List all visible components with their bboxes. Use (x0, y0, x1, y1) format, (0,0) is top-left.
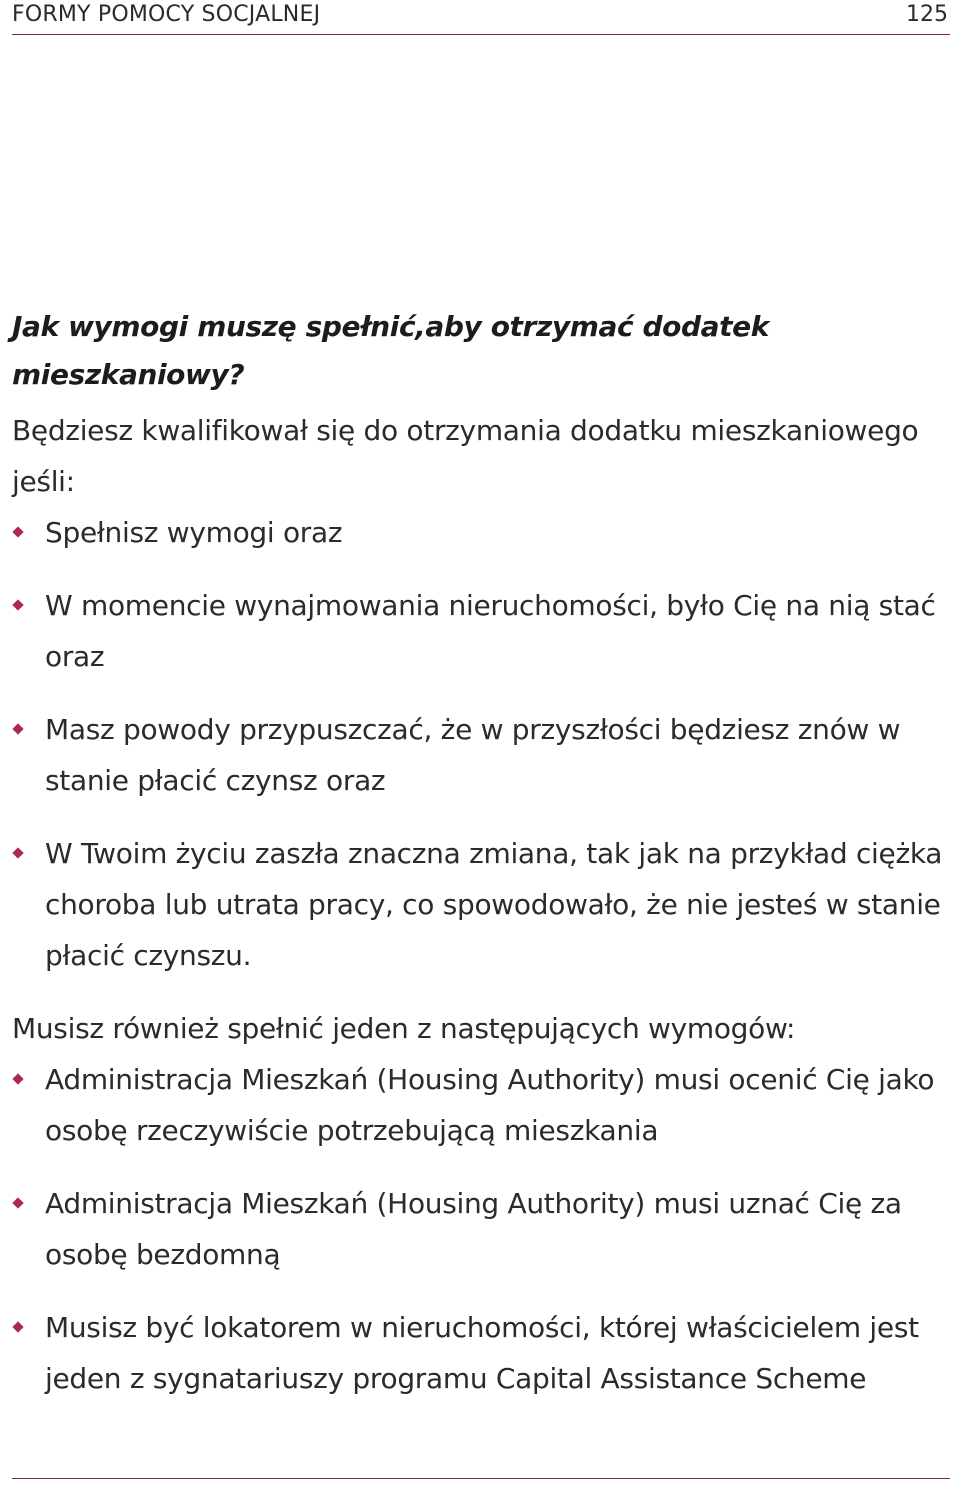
list-item (12, 580, 958, 682)
diamond-bullet-icon (12, 526, 23, 537)
requirements-list (12, 1054, 958, 1404)
list-item-text: Administracja Mieszkań (Housing Authority) musi ocenić Cię jako osobę rzeczywiście potrzebującą mieszkania (45, 1063, 935, 1147)
conditions-list (12, 507, 958, 981)
list-item (12, 1054, 958, 1156)
list-item-text: W Twoim życiu zaszła znaczna zmiana, tak jak na przykład ciężka choroba lub utrata pracy, co spowodowało, że nie jesteś w stanie płacić czynszu. (45, 837, 943, 972)
list-item (12, 1178, 958, 1280)
page-header (12, 0, 950, 35)
list-item-text: Spełnisz wymogi oraz (45, 516, 343, 549)
list-item (12, 1302, 958, 1404)
list-item-text: W momencie wynajmowania nieruchomości, było Cię na nią stać oraz (45, 589, 936, 673)
list-item (12, 704, 958, 806)
diamond-bullet-icon (12, 1197, 23, 1208)
diamond-bullet-icon (12, 1073, 23, 1084)
footer-divider (12, 1478, 950, 1479)
intro-paragraph: Będziesz kwalifikował się do otrzymania dodatku mieszkaniowego jeśli: (12, 414, 919, 498)
list-item-text: Musisz być lokatorem w nieruchomości, której właścicielem jest jeden z sygnatariuszy programu Capital Assistance Scheme (45, 1311, 919, 1395)
main-content (12, 303, 958, 1404)
list-item (12, 828, 958, 981)
list-item-text: Administracja Mieszkań (Housing Authority) musi uznać Cię za osobę bezdomną (45, 1187, 902, 1271)
list-item-text: Masz powody przypuszczać, że w przyszłości będziesz znów w stanie płacić czynsz oraz (45, 713, 901, 797)
diamond-bullet-icon (12, 723, 23, 734)
also-paragraph: Musisz również spełnić jeden z następujących wymogów: (12, 1012, 796, 1045)
diamond-bullet-icon (12, 847, 23, 858)
list-item (12, 507, 958, 558)
section-title: FORMY POMOCY SOCJALNEJ (12, 2, 321, 27)
diamond-bullet-icon (12, 599, 23, 610)
diamond-bullet-icon (12, 1321, 23, 1332)
question-heading: Jak wymogi muszę spełnić,aby otrzymać dodatek mieszkaniowy? (12, 310, 769, 391)
page-number: 125 (906, 2, 948, 27)
